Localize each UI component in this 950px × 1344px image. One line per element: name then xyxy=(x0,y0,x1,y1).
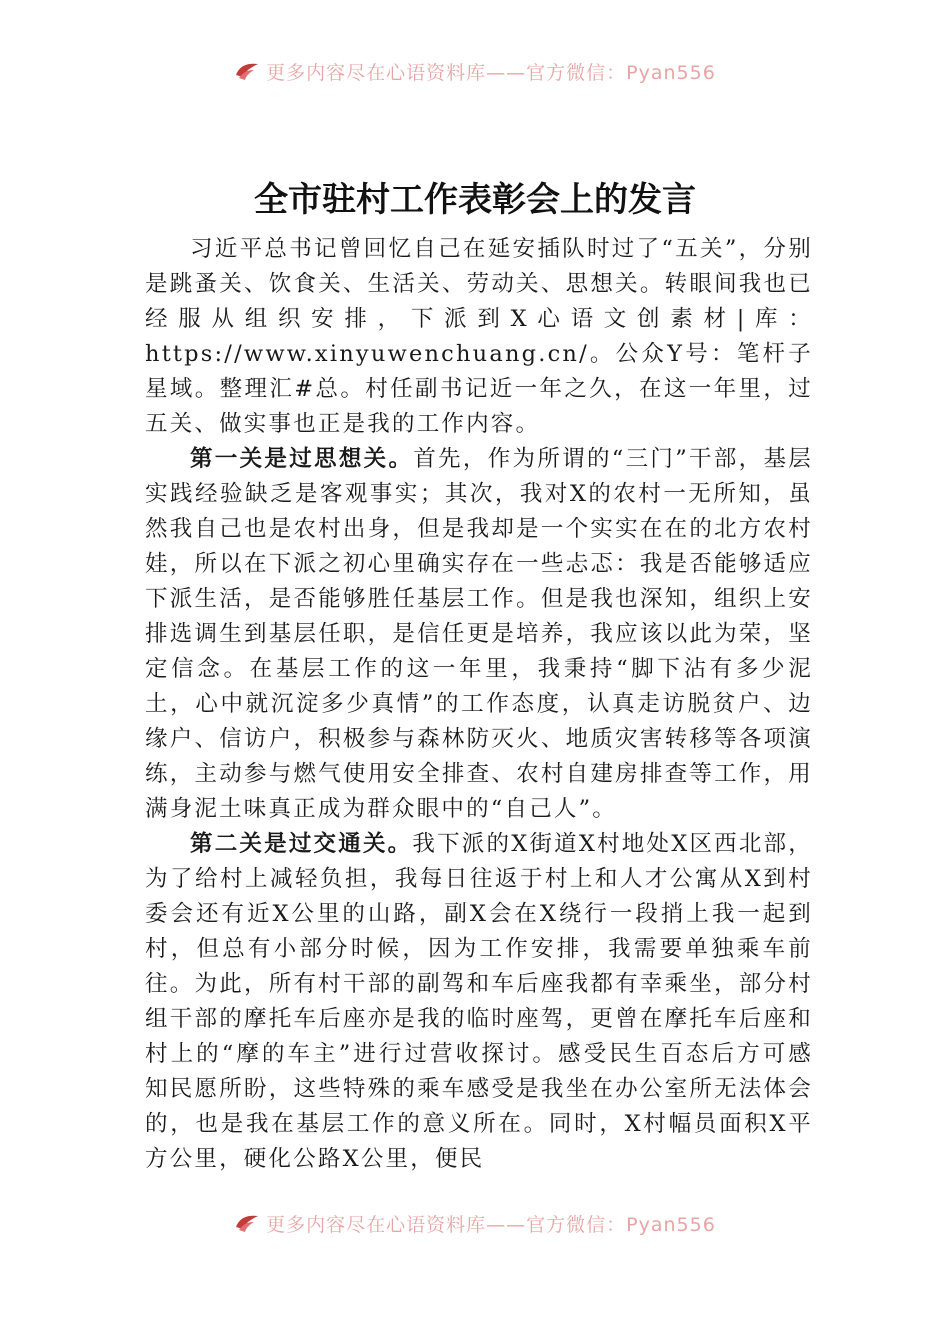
paragraph-text: 习近平总书记曾回忆自己在延安插队时过了“五关”，分别是跳蚤关、饮食关、生活关、劳动关、思想关。转眼间我也已经服从组织安排，下派到X心语文创素材|库：https://www.xinyuwenchuang.cn/。公众Y号：笔杆子星域。整理汇#总。村任副书记近一年之久，在这一年里，过五关、做实事也正是我的工作内容。 xyxy=(145,236,813,437)
document-body xyxy=(145,232,813,1177)
watermark-text: 更多内容尽在心语资料库——官方微信：Pyan556 xyxy=(266,1213,716,1236)
red-wing-logo-icon xyxy=(234,1213,260,1233)
paragraph xyxy=(145,827,813,1177)
paragraph-lead: 第二关是过交通关。 xyxy=(190,831,413,857)
document-title: 全市驻村工作表彰会上的发言 xyxy=(254,180,696,220)
paragraph-lead: 第一关是过思想关。 xyxy=(190,446,414,472)
paragraph xyxy=(145,232,813,442)
footer-watermark xyxy=(0,1208,950,1238)
watermark-text: 更多内容尽在心语资料库——官方微信：Pyan556 xyxy=(266,61,716,84)
red-wing-logo-icon xyxy=(234,61,260,81)
header-watermark xyxy=(0,56,950,86)
paragraph-text: 我下派的X街道X村地处X区西北部，为了给村上减轻负担，我每日往返于村上和人才公寓从X到村委会还有近X公里的山路，副X会在X绕行一段捎上我一起到村，但总有小部分时候，因为工作安排，我需要单独乘车前往。为此，所有村干部的副驾和车后座我都有幸乘坐，部分村组干部的摩托车后座亦是我的临时座驾，更曾在摩托车后座和村上的“摩的车主”进行过营收探讨。感受民生百态后方可感知民愿所盼，这些特殊的乘车感受是我坐在办公室所无法体会的，也是我在基层工作的意义所在。同时，X村幅员面积X平方公里，硬化公路X公里，便民 xyxy=(145,831,813,1172)
paragraph-text: 首先，作为所谓的“三门”干部，基层实践经验缺乏是客观事实；其次，我对X的农村一无所知，虽然我自己也是农村出身，但是我却是一个实实在在的北方农村娃，所以在下派之初心里确实存在一些忐忑：我是否能够适应下派生活，是否能够胜任基层工作。但是我也深知，组织上安排选调生到基层任职，是信任更是培养，我应该以此为荣，坚定信念。在基层工作的这一年里，我秉持“脚下沾有多少泥土，心中就沉淀多少真情”的工作态度，认真走访脱贫户、边缘户、信访户，积极参与森林防灭火、地质灾害转移等各项演练，主动参与燃气使用安全排查、农村自建房排查等工作，用满身泥土味真正成为群众眼中的“自己人”。 xyxy=(145,446,813,822)
paragraph xyxy=(145,442,813,827)
